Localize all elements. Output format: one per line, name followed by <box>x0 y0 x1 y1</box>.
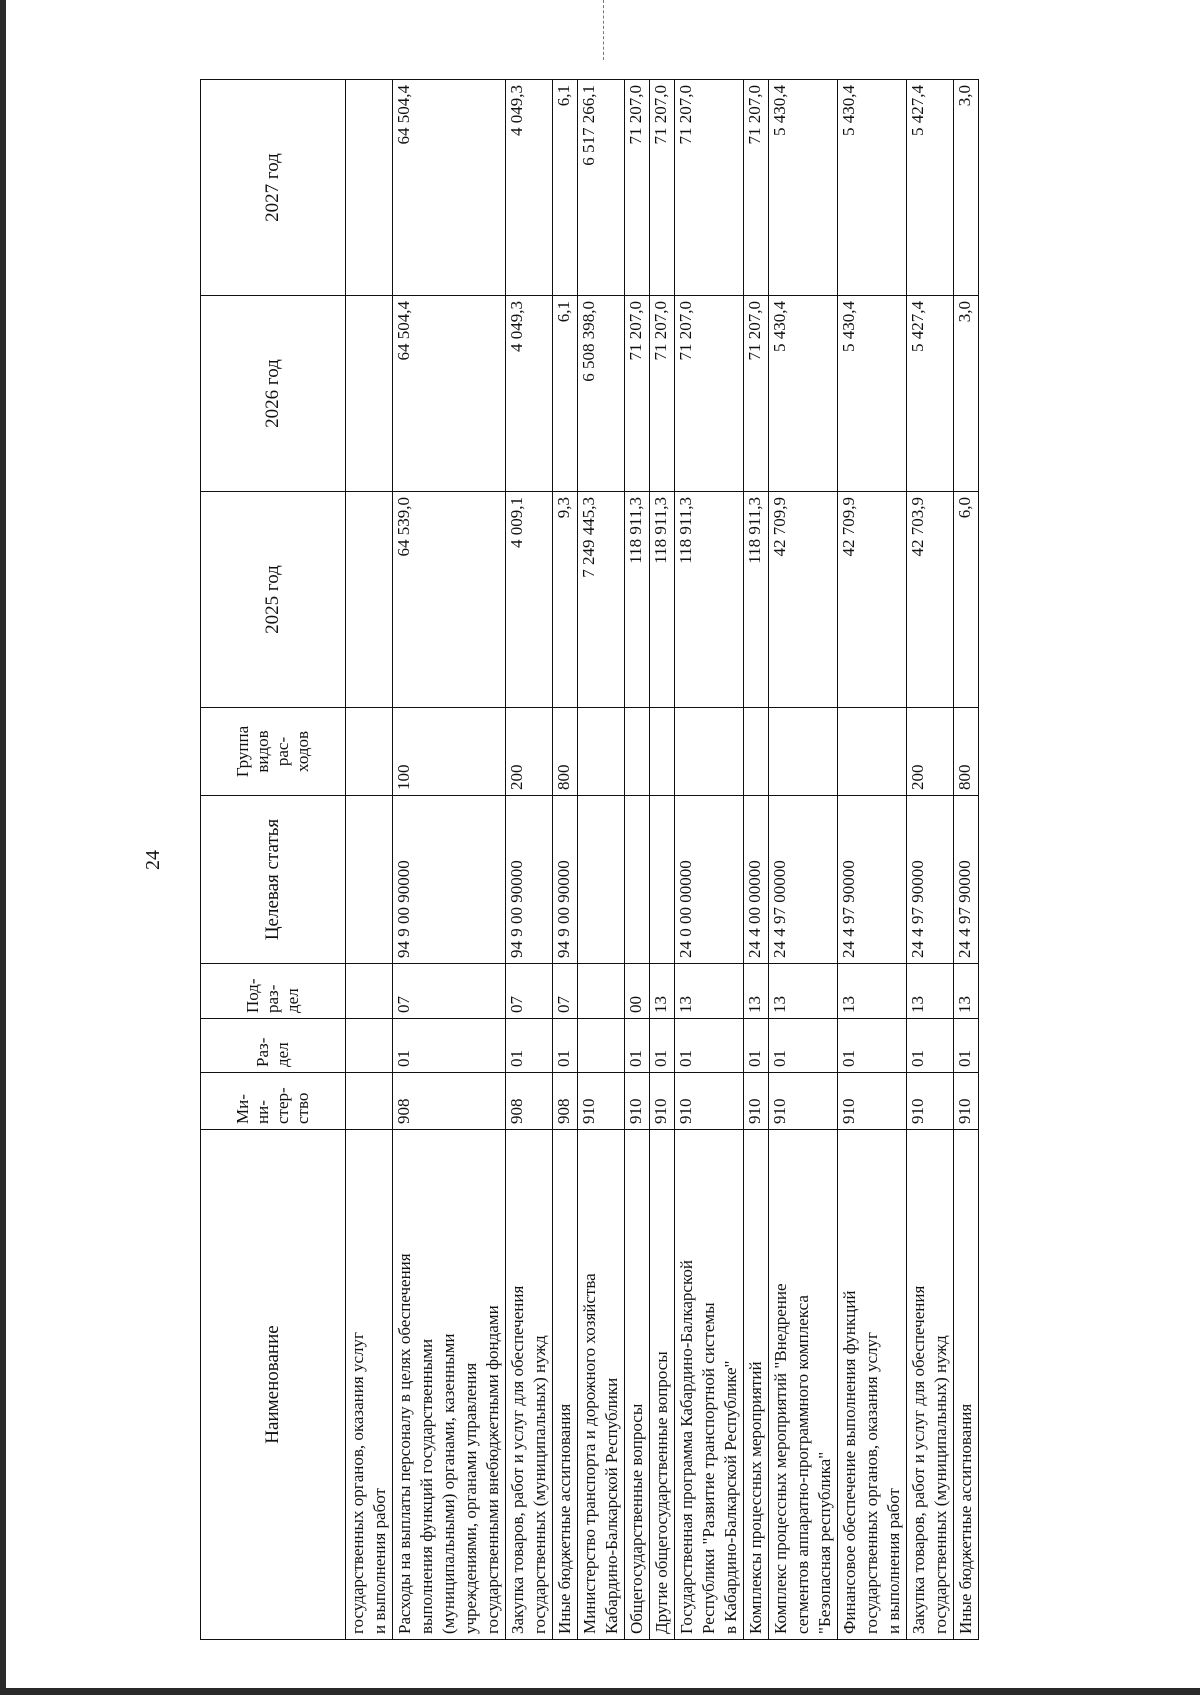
row-2027: 71 207,0 <box>625 80 650 296</box>
row-name: Расходы на выплаты персоналу в целях обеспечения выполнения функций государственными (муниципальными) органами, казенными учреждениями, органами управления государственными внебюджетными фондами <box>393 1130 506 1640</box>
row-2025: 118 911,3 <box>650 492 675 708</box>
header-section: Раз- дел <box>201 1019 346 1073</box>
row-2025: 118 911,3 <box>744 492 769 708</box>
row-subsection: 13 <box>769 964 838 1019</box>
row-expense-group: 800 <box>954 708 979 796</box>
table-row <box>838 80 907 1640</box>
table-row <box>506 80 553 1640</box>
row-2025: 42 709,9 <box>838 492 907 708</box>
row-2027: 4 049,3 <box>506 80 553 296</box>
row-2026: 71 207,0 <box>675 296 744 492</box>
row-section: 01 <box>907 1019 954 1073</box>
row-2026: 6,1 <box>553 296 578 492</box>
header-target: Целевая статья <box>201 796 346 964</box>
scan-edge-left <box>0 0 6 1695</box>
row-subsection: 13 <box>650 964 675 1019</box>
row-subsection <box>346 964 393 1019</box>
row-name: государственных органов, оказания услуг и выполнения работ <box>346 1130 393 1640</box>
row-expense-group: 200 <box>506 708 553 796</box>
table-row <box>907 80 954 1640</box>
row-subsection: 13 <box>838 964 907 1019</box>
row-section: 01 <box>625 1019 650 1073</box>
row-target: 24 4 97 90000 <box>954 796 979 964</box>
row-2025 <box>346 492 393 708</box>
header-expense-group: Группа видов рас- ходов <box>201 708 346 796</box>
row-section: 01 <box>769 1019 838 1073</box>
row-ministry: 908 <box>553 1073 578 1130</box>
table-row <box>625 80 650 1640</box>
row-subsection <box>578 964 625 1019</box>
row-2026: 5 427,4 <box>907 296 954 492</box>
row-2026: 4 049,3 <box>506 296 553 492</box>
row-target: 24 4 97 90000 <box>907 796 954 964</box>
row-expense-group <box>769 708 838 796</box>
row-target: 24 4 97 90000 <box>838 796 907 964</box>
row-section <box>346 1019 393 1073</box>
header-2026: 2026 год <box>201 296 346 492</box>
row-subsection: 13 <box>954 964 979 1019</box>
header-name: Наименование <box>201 1130 346 1640</box>
row-name: Министерство транспорта и дорожного хозяйства Кабардино-Балкарской Республики <box>578 1130 625 1640</box>
row-2025: 118 911,3 <box>675 492 744 708</box>
row-2027: 71 207,0 <box>744 80 769 296</box>
row-ministry: 910 <box>578 1073 625 1130</box>
row-ministry: 910 <box>650 1073 675 1130</box>
header-subsection: Под- раз- дел <box>201 964 346 1019</box>
row-expense-group <box>744 708 769 796</box>
row-ministry <box>346 1073 393 1130</box>
budget-table <box>200 79 979 1640</box>
row-name: Другие общегосударственные вопросы <box>650 1130 675 1640</box>
row-ministry: 910 <box>769 1073 838 1130</box>
row-2027: 5 430,4 <box>838 80 907 296</box>
row-2027: 64 504,4 <box>393 80 506 296</box>
row-target <box>650 796 675 964</box>
row-ministry: 908 <box>506 1073 553 1130</box>
row-2027: 71 207,0 <box>675 80 744 296</box>
row-section: 01 <box>650 1019 675 1073</box>
row-2027 <box>346 80 393 296</box>
row-2027: 71 207,0 <box>650 80 675 296</box>
row-target <box>346 796 393 964</box>
table-row <box>954 80 979 1640</box>
row-section: 01 <box>838 1019 907 1073</box>
row-expense-group <box>838 708 907 796</box>
row-name: Комплексы процессных мероприятий <box>744 1130 769 1640</box>
row-ministry: 910 <box>838 1073 907 1130</box>
row-subsection: 13 <box>675 964 744 1019</box>
row-ministry: 908 <box>393 1073 506 1130</box>
table-row <box>578 80 625 1640</box>
table-row <box>346 80 393 1640</box>
row-section: 01 <box>675 1019 744 1073</box>
row-name: Государственная программа Кабардино-Балкарской Республики "Развитие транспортной системы в Кабардино-Балкарской Республике" <box>675 1130 744 1640</box>
row-name: Общегосударственные вопросы <box>625 1130 650 1640</box>
row-target: 24 4 00 00000 <box>744 796 769 964</box>
row-2025: 42 709,9 <box>769 492 838 708</box>
row-section: 01 <box>954 1019 979 1073</box>
row-target: 94 9 00 90000 <box>553 796 578 964</box>
table-row <box>553 80 578 1640</box>
row-expense-group: 800 <box>553 708 578 796</box>
row-2025: 7 249 445,3 <box>578 492 625 708</box>
row-expense-group <box>625 708 650 796</box>
row-name: Иные бюджетные ассигнования <box>954 1130 979 1640</box>
row-name: Финансовое обеспечение выполнения функций государственных органов, оказания услуг и выполнения работ <box>838 1130 907 1640</box>
row-expense-group <box>675 708 744 796</box>
scan-edge-bottom <box>0 1688 1200 1695</box>
row-2025: 118 911,3 <box>625 492 650 708</box>
row-target <box>625 796 650 964</box>
row-2026: 3,0 <box>954 296 979 492</box>
row-2025: 64 539,0 <box>393 492 506 708</box>
row-expense-group <box>650 708 675 796</box>
row-expense-group <box>578 708 625 796</box>
row-ministry: 910 <box>744 1073 769 1130</box>
row-name: Комплекс процессных мероприятий "Внедрение сегментов аппаратно-программного комплекса "Безопасная республика" <box>769 1130 838 1640</box>
row-expense-group: 200 <box>907 708 954 796</box>
row-subsection: 00 <box>625 964 650 1019</box>
row-name: Иные бюджетные ассигнования <box>553 1130 578 1640</box>
row-target: 24 4 97 00000 <box>769 796 838 964</box>
row-expense-group: 100 <box>393 708 506 796</box>
row-section: 01 <box>553 1019 578 1073</box>
row-2026: 5 430,4 <box>838 296 907 492</box>
table-row <box>393 80 506 1640</box>
row-name: Закупка товаров, работ и услуг для обеспечения государственных (муниципальных) нужд <box>506 1130 553 1640</box>
row-subsection: 13 <box>744 964 769 1019</box>
row-subsection: 07 <box>553 964 578 1019</box>
table-row <box>650 80 675 1640</box>
row-2027: 6,1 <box>553 80 578 296</box>
row-2027: 3,0 <box>954 80 979 296</box>
row-2026: 6 508 398,0 <box>578 296 625 492</box>
row-target: 24 0 00 00000 <box>675 796 744 964</box>
row-2025: 4 009,1 <box>506 492 553 708</box>
row-section <box>578 1019 625 1073</box>
row-2027: 5 427,4 <box>907 80 954 296</box>
row-2025: 42 703,9 <box>907 492 954 708</box>
table-row <box>744 80 769 1640</box>
row-2026: 71 207,0 <box>744 296 769 492</box>
row-subsection: 13 <box>907 964 954 1019</box>
header-2027: 2027 год <box>201 80 346 296</box>
row-subsection: 07 <box>393 964 506 1019</box>
row-2026: 71 207,0 <box>625 296 650 492</box>
row-section: 01 <box>744 1019 769 1073</box>
page-number: 24 <box>142 850 164 870</box>
row-2026: 5 430,4 <box>769 296 838 492</box>
row-ministry: 910 <box>954 1073 979 1130</box>
dash-mark <box>603 0 605 60</box>
row-2027: 5 430,4 <box>769 80 838 296</box>
header-2025: 2025 год <box>201 492 346 708</box>
row-target: 94 9 00 90000 <box>506 796 553 964</box>
row-ministry: 910 <box>625 1073 650 1130</box>
row-target <box>578 796 625 964</box>
rotated-page <box>140 80 1105 1640</box>
row-target: 94 9 00 90000 <box>393 796 506 964</box>
row-section: 01 <box>506 1019 553 1073</box>
row-name: Закупка товаров, работ и услуг для обеспечения государственных (муниципальных) нужд <box>907 1130 954 1640</box>
table-row <box>675 80 744 1640</box>
row-2025: 6,0 <box>954 492 979 708</box>
table-row <box>769 80 838 1640</box>
row-2027: 6 517 266,1 <box>578 80 625 296</box>
header-ministry: Ми- ни- стер- ство <box>201 1073 346 1130</box>
row-expense-group <box>346 708 393 796</box>
row-section: 01 <box>393 1019 506 1073</box>
row-ministry: 910 <box>907 1073 954 1130</box>
row-2026: 64 504,4 <box>393 296 506 492</box>
header-row <box>201 80 346 1640</box>
row-2025: 9,3 <box>553 492 578 708</box>
row-2026 <box>346 296 393 492</box>
row-subsection: 07 <box>506 964 553 1019</box>
row-ministry: 910 <box>675 1073 744 1130</box>
row-2026: 71 207,0 <box>650 296 675 492</box>
